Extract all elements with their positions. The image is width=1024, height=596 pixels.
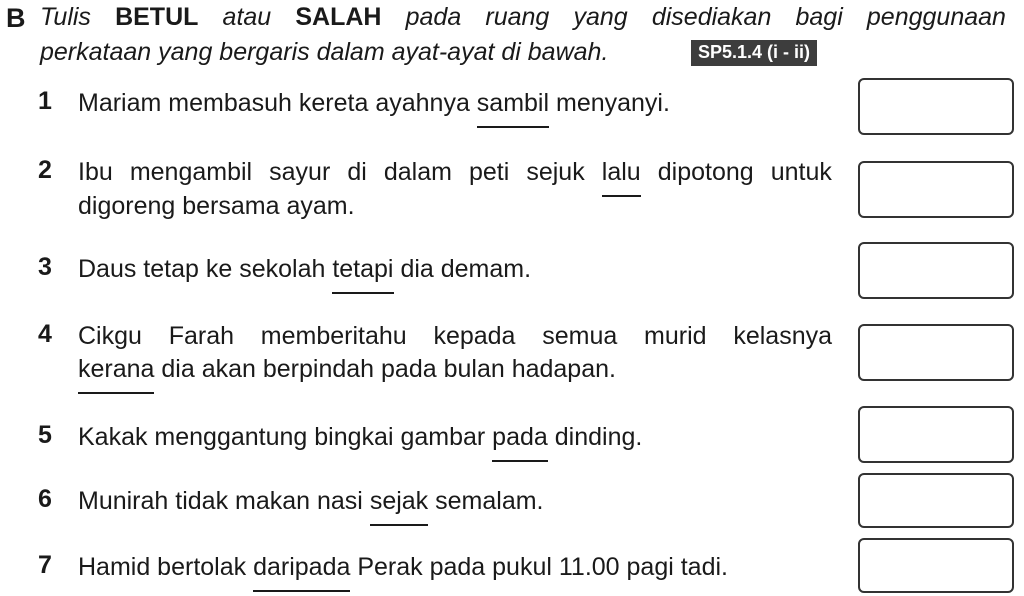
answer-box[interactable] bbox=[858, 78, 1014, 135]
question-word: dalam bbox=[383, 158, 452, 186]
question-number: 2 bbox=[38, 156, 52, 184]
underlined-word: sejak bbox=[370, 484, 428, 522]
answer-box[interactable] bbox=[858, 538, 1014, 593]
question-word: dipotong bbox=[657, 158, 754, 186]
instruction-line-1 bbox=[40, 3, 1006, 32]
question-text bbox=[78, 252, 531, 290]
question-word: kelasnya bbox=[733, 322, 832, 350]
question-text bbox=[78, 86, 670, 124]
instruction-word: pada bbox=[405, 3, 462, 31]
question-text-after: dia akan berpindah pada bulan hadapan. bbox=[154, 355, 616, 383]
question-word: sayur bbox=[269, 158, 331, 186]
question-word: murid bbox=[644, 322, 707, 350]
underlined-word: daripada bbox=[253, 550, 350, 588]
question-text-after: dinding. bbox=[547, 423, 643, 451]
question-text-after: semalam. bbox=[428, 487, 544, 515]
instruction-word: atau bbox=[222, 3, 272, 31]
question-word: kepada bbox=[433, 322, 516, 350]
question-word: Ibu bbox=[78, 158, 113, 186]
question-word: mengambil bbox=[129, 158, 253, 186]
question-word: untuk bbox=[770, 158, 832, 186]
instruction-line-2: perkataan yang bergaris dalam ayat-ayat di bawah. bbox=[40, 38, 609, 66]
instruction-word-salah: SALAH bbox=[295, 3, 382, 31]
instruction-word: Tulis bbox=[40, 3, 91, 31]
instruction-word: ruang bbox=[485, 3, 550, 31]
answer-box[interactable] bbox=[858, 242, 1014, 299]
question-text-after: dia demam. bbox=[393, 255, 532, 283]
question-word: di bbox=[347, 158, 367, 186]
answer-box[interactable] bbox=[858, 324, 1014, 381]
underlined-word: pada bbox=[492, 420, 548, 458]
question-text-after: menyanyi. bbox=[549, 89, 670, 117]
question-number: 3 bbox=[38, 253, 52, 281]
question-text-before: Hamid bertolak bbox=[78, 553, 254, 581]
underlined-word: sambil bbox=[477, 86, 549, 124]
question-text-line-2: digoreng bersama ayam. bbox=[78, 192, 355, 220]
question-number: 5 bbox=[38, 421, 52, 449]
underlined-word: kerana bbox=[78, 352, 154, 390]
instruction-word: disediakan bbox=[651, 3, 772, 31]
question-number: 7 bbox=[38, 551, 52, 579]
standard-badge: SP5.1.4 (i - ii) bbox=[691, 40, 817, 66]
question-text-line-1 bbox=[78, 319, 832, 353]
question-word: semua bbox=[542, 322, 618, 350]
question-number: 4 bbox=[38, 320, 52, 348]
answer-box[interactable] bbox=[858, 161, 1014, 218]
question-word: Farah bbox=[168, 322, 234, 350]
instruction-word: penggunaan bbox=[866, 3, 1006, 31]
question-number: 1 bbox=[38, 87, 52, 115]
section-letter: B bbox=[6, 3, 26, 33]
question-word: sejuk bbox=[526, 158, 585, 186]
question-text-before: Kakak menggantung bingkai gambar bbox=[78, 423, 493, 451]
instruction-word-betul: BETUL bbox=[115, 3, 199, 31]
question-text-line-2 bbox=[78, 352, 616, 390]
question-text-after: Perak pada pukul 11.00 pagi tadi. bbox=[350, 553, 728, 581]
underlined-word: lalu bbox=[602, 155, 641, 193]
question-text-before: Mariam membasuh kereta ayahnya bbox=[78, 89, 477, 117]
underlined-word: tetapi bbox=[332, 252, 393, 290]
question-text bbox=[78, 550, 728, 588]
instruction-word: bagi bbox=[795, 3, 843, 31]
question-text-before: Munirah tidak makan nasi bbox=[78, 487, 370, 515]
question-text-line-1 bbox=[78, 155, 832, 193]
question-text-before: Daus tetap ke sekolah bbox=[78, 255, 333, 283]
question-text bbox=[78, 420, 642, 458]
question-word: memberitahu bbox=[260, 322, 407, 350]
question-word: Cikgu bbox=[78, 322, 142, 350]
answer-box[interactable] bbox=[858, 473, 1014, 528]
answer-box[interactable] bbox=[858, 406, 1014, 463]
instruction-word: yang bbox=[573, 3, 628, 31]
question-number: 6 bbox=[38, 485, 52, 513]
question-text bbox=[78, 484, 544, 522]
question-word: peti bbox=[468, 158, 510, 186]
